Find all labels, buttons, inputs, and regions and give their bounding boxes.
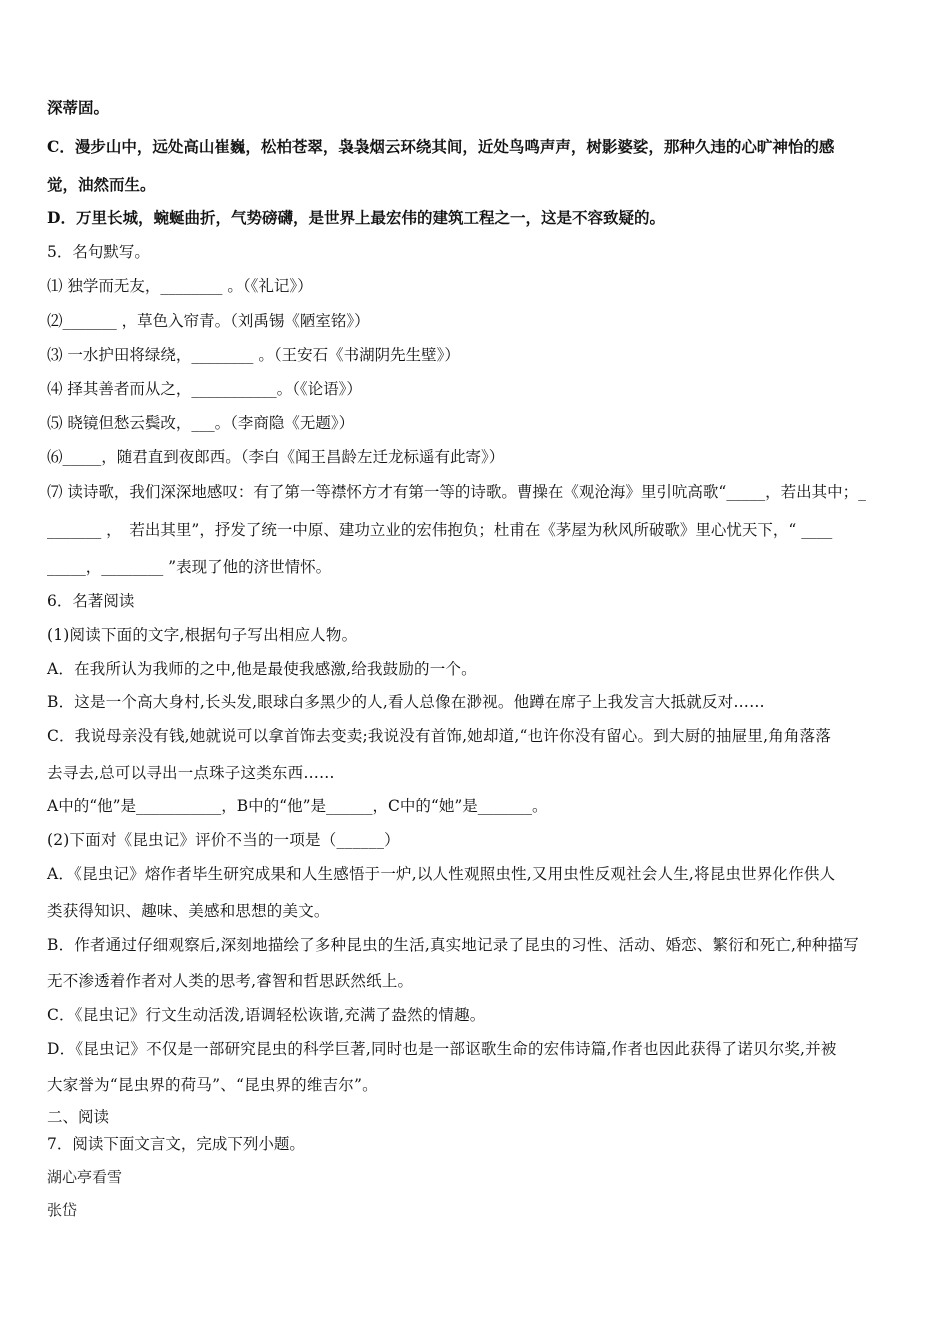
q6-part-2-d: D．《昆虫记》不仅是一部研究昆虫的科学巨著,同时也是一部讴歌生命的宏伟诗篇,作者也因此获得了诺贝尔奖,并被 [47, 1040, 837, 1058]
q5-item-7: ⑺ 读诗歌，我们深深地感叹：有了第一等襟怀方才有第一等的诗歌。曹操在《观沧海》里引吭高歌“_____，若出其中；_ [47, 483, 866, 501]
q6-part-2-d-continuation: 大家誉为“昆虫界的荷马”、“昆虫界的维吉尔”。 [47, 1076, 378, 1094]
q6-part-2-b-continuation: 无不渗透着作者对人类的思考,睿智和哲思跃然纸上。 [47, 972, 414, 990]
q6-part-1-b: B．这是一个高大身村,长头发,眼球白多黑少的人,看人总像在渺视。他蹲在席子上我发言大抵就反对…… [47, 693, 765, 711]
q5-item-6: ⑹_____，随君直到夜郎西。（李白《闻王昌龄左迁龙标遥有此寄》） [47, 448, 505, 466]
q6-part-1-c-continuation: 去寻去,总可以寻出一点珠子这类东西…… [47, 764, 335, 782]
q5-item-4: ⑷ 择其善者而从之，___________。（《论语》） [47, 380, 362, 398]
q5-item-2: ⑵_______ ，草色入帘青。（刘禹锡《陋室铭》） [47, 312, 370, 330]
q6-part-2-prompt: (2)下面对《昆虫记》评价不当的一项是（______） [47, 831, 400, 849]
q6-part-2-a-continuation: 类获得知识、趣味、美感和思想的美文。 [47, 902, 330, 920]
q6-part-2-c: C．《昆虫记》行文生动活泼,语调轻松诙谐,充满了盎然的情趣。 [47, 1006, 486, 1024]
q5-item-5: ⑸ 晓镜但愁云鬓改，___。（李商隐《无题》） [47, 414, 355, 432]
section-heading-reading: 二、阅读 [47, 1108, 110, 1126]
text-line-continuation: 深蒂固。 [47, 98, 110, 117]
q6-part-1-c: C．我说母亲没有钱,她就说可以拿首饰去变卖;我说没有首饰,她却道,“也许你没有留心。到大厨的抽屉里,角角落落 [47, 727, 832, 745]
question-6-heading: 6．名著阅读 [47, 592, 135, 610]
q6-part-1-a: A．在我所认为我师的之中,他是最使我感激,给我鼓励的一个。 [47, 660, 477, 678]
option-d-line: D．万里长城，蜿蜒曲折，气势磅礴，是世界上最宏伟的建筑工程之一，这是不容致疑的。 [47, 208, 665, 227]
question-7-heading: 7．阅读下面文言文，完成下列小题。 [47, 1135, 305, 1153]
q6-part-2-b: B．作者通过仔细观察后,深刻地描绘了多种昆虫的生活,真实地记录了昆虫的习性、活动、婚恋、繁衍和死亡,种种描写 [47, 936, 859, 954]
q6-part-1-prompt: (1)阅读下面的文字,根据句子写出相应人物。 [47, 626, 358, 644]
passage-title: 湖心亭看雪 [47, 1168, 123, 1186]
q5-item-3: ⑶ 一水护田将绿绕，________ 。（王安石《书湖阴先生壁》） [47, 346, 460, 364]
option-c-continuation: 觉，油然而生。 [47, 175, 156, 194]
passage-author: 张岱 [47, 1201, 78, 1219]
option-c-line: C．漫步山中，远处高山崔巍，松柏苍翠，袅袅烟云环绕其间，近处鸟鸣声声，树影婆娑，那种久违的心旷神怡的感 [47, 137, 835, 156]
q6-part-2-a: A．《昆虫记》熔作者毕生研究成果和人生感悟于一炉,以人性观照虫性,又用虫性反观社会人生,将昆虫世界化作供人 [47, 865, 836, 883]
q5-item-1: ⑴ 独学而无友，________ 。（《礼记》） [47, 277, 313, 295]
question-5-heading: 5．名句默写。 [47, 243, 150, 261]
q5-item-7-continuation: _______ ， 若出其里”，抒发了统一中原、建功立业的宏伟抱负；杜甫在《茅屋为秋风所破歌》里心忧天下，“ ____ [47, 521, 833, 539]
q5-item-7-end: _____，________ ”表现了他的济世情怀。 [47, 558, 332, 576]
q6-part-1-answer-line: A中的“他”是___________，B中的“他”是______，C中的“她”是_______。 [47, 797, 548, 815]
